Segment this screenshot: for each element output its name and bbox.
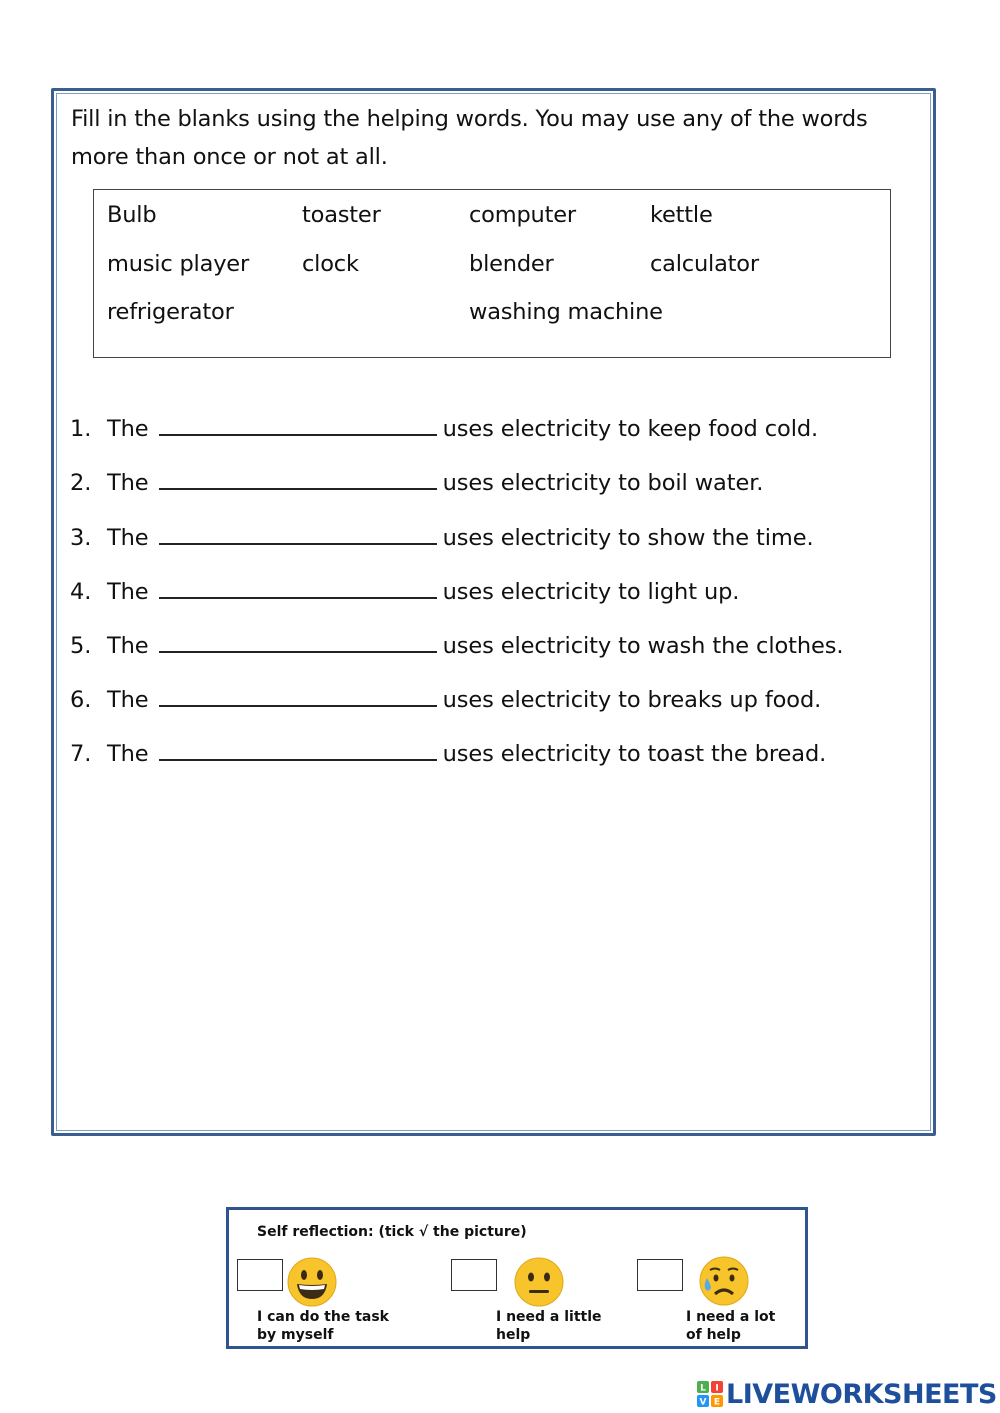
- liveworksheets-logo: [697, 1377, 997, 1411]
- neutral-face-icon: [514, 1257, 564, 1307]
- caption-line: of help: [686, 1327, 741, 1343]
- question-row: [70, 414, 818, 444]
- grinning-face-icon: [287, 1257, 337, 1307]
- question-number: 6.: [70, 687, 92, 713]
- question-text: uses electricity to show the time.: [442, 525, 814, 551]
- question-prefix: The: [107, 741, 149, 767]
- word-bank-item: computer: [469, 202, 576, 228]
- logo-letter: E: [713, 1397, 721, 1407]
- answer-blank[interactable]: [159, 414, 437, 436]
- logo-letter: V: [699, 1397, 707, 1407]
- liveworksheets-mark-icon: [697, 1381, 723, 1407]
- question-text: uses electricity to breaks up food.: [442, 687, 822, 713]
- question-prefix: The: [107, 470, 149, 496]
- answer-blank[interactable]: [159, 468, 437, 490]
- question-row: [70, 739, 826, 769]
- question-row: [70, 577, 739, 607]
- caption-line: I need a lot: [686, 1309, 776, 1325]
- word-bank-item: kettle: [650, 202, 713, 228]
- question-prefix: The: [107, 687, 149, 713]
- answer-blank[interactable]: [159, 685, 437, 707]
- answer-blank[interactable]: [159, 631, 437, 653]
- question-number: 3.: [70, 525, 92, 551]
- question-number: 7.: [70, 741, 92, 767]
- question-prefix: The: [107, 633, 149, 659]
- question-number: 1.: [70, 416, 92, 442]
- reflection-caption: [496, 1308, 656, 1344]
- question-prefix: The: [107, 416, 149, 442]
- answer-blank[interactable]: [159, 577, 437, 599]
- logo-letter: I: [715, 1383, 719, 1394]
- question-prefix: The: [107, 579, 149, 605]
- instructions-text: Fill in the blanks using the helping words. You may use any of the words more than once or not at all.: [71, 106, 868, 170]
- word-bank-item: washing machine: [469, 299, 663, 325]
- word-bank-item: music player: [107, 251, 250, 277]
- question-text: uses electricity to boil water.: [442, 470, 764, 496]
- logo-letter: L: [700, 1383, 706, 1394]
- word-bank-item: Bulb: [107, 202, 157, 228]
- tick-box[interactable]: [637, 1259, 683, 1291]
- question-row: [70, 685, 821, 715]
- caption-line: I can do the task: [257, 1309, 389, 1325]
- tick-box[interactable]: [451, 1259, 497, 1291]
- question-number: 4.: [70, 579, 92, 605]
- answer-blank[interactable]: [159, 739, 437, 761]
- word-bank-item: toaster: [302, 202, 381, 228]
- reflection-caption: [257, 1308, 417, 1344]
- question-text: uses electricity to wash the clothes.: [442, 633, 844, 659]
- question-number: 2.: [70, 470, 92, 496]
- reflection-caption: [686, 1308, 846, 1344]
- word-bank-item: calculator: [650, 251, 759, 277]
- question-row: [70, 631, 843, 661]
- tick-box[interactable]: [237, 1259, 283, 1291]
- self-reflection-box: [226, 1207, 808, 1349]
- question-row: [70, 523, 814, 553]
- question-text: uses electricity to light up.: [442, 579, 740, 605]
- caption-line: I need a little: [496, 1309, 602, 1325]
- caption-line: help: [496, 1327, 531, 1343]
- question-text: uses electricity to keep food cold.: [442, 416, 819, 442]
- self-reflection-title: Self reflection: (tick √ the picture): [257, 1224, 527, 1240]
- word-bank-item: refrigerator: [107, 299, 234, 325]
- question-number: 5.: [70, 633, 92, 659]
- caption-line: by myself: [257, 1327, 334, 1343]
- question-row: [70, 468, 763, 498]
- question-prefix: The: [107, 525, 149, 551]
- word-bank-box: [93, 189, 891, 358]
- answer-blank[interactable]: [159, 523, 437, 545]
- word-bank-item: clock: [302, 251, 359, 277]
- sad-sweat-face-icon: [699, 1256, 749, 1306]
- logo-text: LIVEWORKSHEETS: [726, 1378, 997, 1410]
- word-bank-item: blender: [469, 251, 554, 277]
- question-text: uses electricity to toast the bread.: [442, 741, 827, 767]
